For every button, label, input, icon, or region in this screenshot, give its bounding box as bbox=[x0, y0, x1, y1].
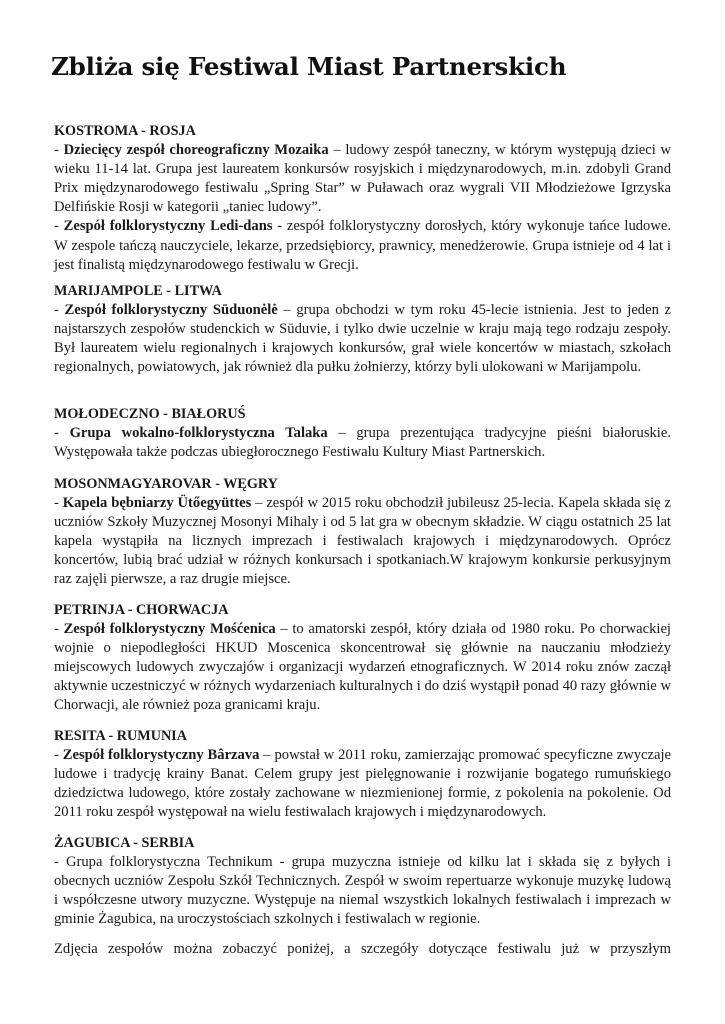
group-name: Zespół folklorystyczny Bârzava bbox=[62, 747, 260, 764]
entry-description: – to amatorski zespół, który działa od 1980 roku. Po chorwackiej wojnie o niepodległości HKUD Moscenica skoncentrował się głównie na nauczaniu młodzieży miejscowych ludowych zwyczajów i organizacji wydarzeń etnograficznych. W 2014 roku znów zaczął aktywnie uczestniczyć w różnych wydarzeniach kulturalnych i do dziś wystąpił ponad 40 razy głównie w Chorwacji, ale również poza granicami kraju. bbox=[54, 621, 671, 714]
group-name: Zespół folklorystyczny Ledi-dans bbox=[63, 218, 273, 235]
section-petrinja bbox=[54, 601, 671, 716]
entry-dash: - bbox=[54, 425, 59, 442]
entry-description: – powstał w 2011 roku, zamierzając promować specyficzne zwyczaje ludowe i tradycję krainy Banat. Celem grupy jest pielęgnowanie i rozwijanie bogatego rumuńskiego dziedzictwa ludowego, które zostały zachowane w niezmienionej formie, z pokolenia na pokolenie. Od 2011 roku zespół występował na wielu festiwalach krajowych i międzynarodowych. bbox=[54, 747, 671, 821]
entry-paragraph bbox=[54, 494, 671, 589]
entry-description: – grupa obchodzi w tym roku 45-lecie istnienia. Jest to jeden z najstarszych zespołów studenckich w Sūduvie, i tylko dwie uczelnie w kraju mają tego rodzaju zespoły. Był laureatem wielu regionalnych i krajowych konkursów, grał wiele koncertów w miastach, szkołach regionalnych, powiatowych, jak również dla pułku żołnierzy, którzy byli ulokowani w Marijampolu. bbox=[54, 302, 671, 376]
section-heading: MOŁODECZNO - BIAŁORUŚ bbox=[54, 406, 246, 422]
entry-dash: - bbox=[54, 747, 59, 764]
section-heading: MOSONMAGYAROVAR - WĘGRY bbox=[54, 476, 278, 492]
entry-paragraph bbox=[54, 746, 671, 822]
section-heading: ŻAGUBICA - SERBIA bbox=[54, 835, 195, 851]
entry-dash: - bbox=[54, 302, 59, 319]
entry-description: – grupa prezentująca tradycyjne pieśni białoruskie. Występowała także podczas ubiegłorocznego Festiwalu Kultury Miast Partnerskich. bbox=[54, 425, 671, 461]
group-name: Zespół folklorystyczny Sūduonėlė bbox=[64, 302, 278, 319]
entry-dash: - bbox=[54, 218, 59, 235]
entry-paragraph bbox=[54, 620, 671, 715]
entry-description: - zespół folklorystyczny dorosłych, który wykonuje tańce ludowe. W zespole tańczą nauczyciele, lekarze, przedsiębiorcy, prawnicy, menedżerowie. Grupa istnieje od 4 lat i jest finalistą międzynarodowego festiwalu w Grecji. bbox=[54, 218, 672, 273]
entry-paragraph bbox=[54, 217, 671, 274]
entry-description: – zespół w 2015 roku obchodził jubileusz 25-lecia. Kapela składa się z uczniów Szkoły Muzycznej Mosonyi Mihaly i od 5 lat gra w obecnym składzie. W ciągu ostatnich 25 lat kapela wystąpiła na licznych imprezach i festiwalach krajowych i międzynarodowych. Oprócz koncertów, lubią brać udział w różnych konkursach i spotkaniach.W krajowym konkursie perkusyjnym raz zajęli pierwsze, a raz drugie miejsce. bbox=[54, 495, 671, 588]
page-title: Zbliża się Festiwal Miast Partnerskich bbox=[51, 52, 567, 81]
entry-paragraph bbox=[54, 853, 671, 929]
entry-paragraph bbox=[54, 141, 671, 217]
section-resita bbox=[54, 727, 671, 822]
group-name: Zespół folklorystyczny Mośćenica bbox=[63, 621, 276, 638]
entry-description: – ludowy zespół taneczny, w którym występują dzieci w wieku 11-14 lat. Grupa jest laureatem konkursów rosyjskich i międzynarodowych, m.in. zdobyli Grand Prix międzynarodowego festiwalu „Spring Star” w Puławach oraz wygrali VII Młodzieżowe Igrzyska Delfińskie Rosji w kategorii „taniec ludowy”. bbox=[54, 142, 672, 216]
entry-dash: - bbox=[54, 854, 59, 871]
closing-paragraph: Zdjęcia zespołów można zobaczyć poniżej, a szczegóły dotyczące festiwalu już w przyszłym bbox=[54, 941, 671, 957]
section-kostroma bbox=[54, 122, 671, 275]
entry-paragraph bbox=[54, 424, 671, 462]
entry-description: Grupa folklorystyczna Technikum - grupa muzyczna istnieje od kilku lat i składa się z byłych i obecnych uczniów Zespołu Szkół Technicznych. Zespół w swoim repertuarze wykonuje muzykę ludową i współczesne utwory muzyczne. Występuje na niemal wszystkich lokalnych festiwalach i imprezach w gminie Żagubica, na uroczystościach szkolnych i festiwalach w regionie. bbox=[54, 854, 671, 928]
entry-dash: - bbox=[54, 495, 59, 512]
section-heading: RESITA - RUMUNIA bbox=[54, 728, 187, 744]
group-name: Kapela bębniarzy Ütőegyüttes bbox=[62, 495, 252, 512]
entry-dash: - bbox=[54, 142, 59, 159]
section-heading: KOSTROMA - ROSJA bbox=[54, 123, 196, 139]
group-name: Grupa wokalno-folklorystyczna Talaka bbox=[69, 425, 328, 442]
section-zagubica bbox=[54, 834, 671, 929]
entry-paragraph bbox=[54, 301, 671, 377]
section-heading: PETRINJA - CHORWACJA bbox=[54, 602, 229, 618]
section-mosonmagyarovar bbox=[54, 475, 671, 590]
group-name: Dziecięcy zespół choreograficzny Mozaika bbox=[63, 142, 329, 159]
section-heading: MARIJAMPOLE - LITWA bbox=[54, 283, 222, 299]
section-molodeczno bbox=[54, 405, 671, 462]
section-marijampole bbox=[54, 282, 671, 377]
entry-dash: - bbox=[54, 621, 59, 638]
